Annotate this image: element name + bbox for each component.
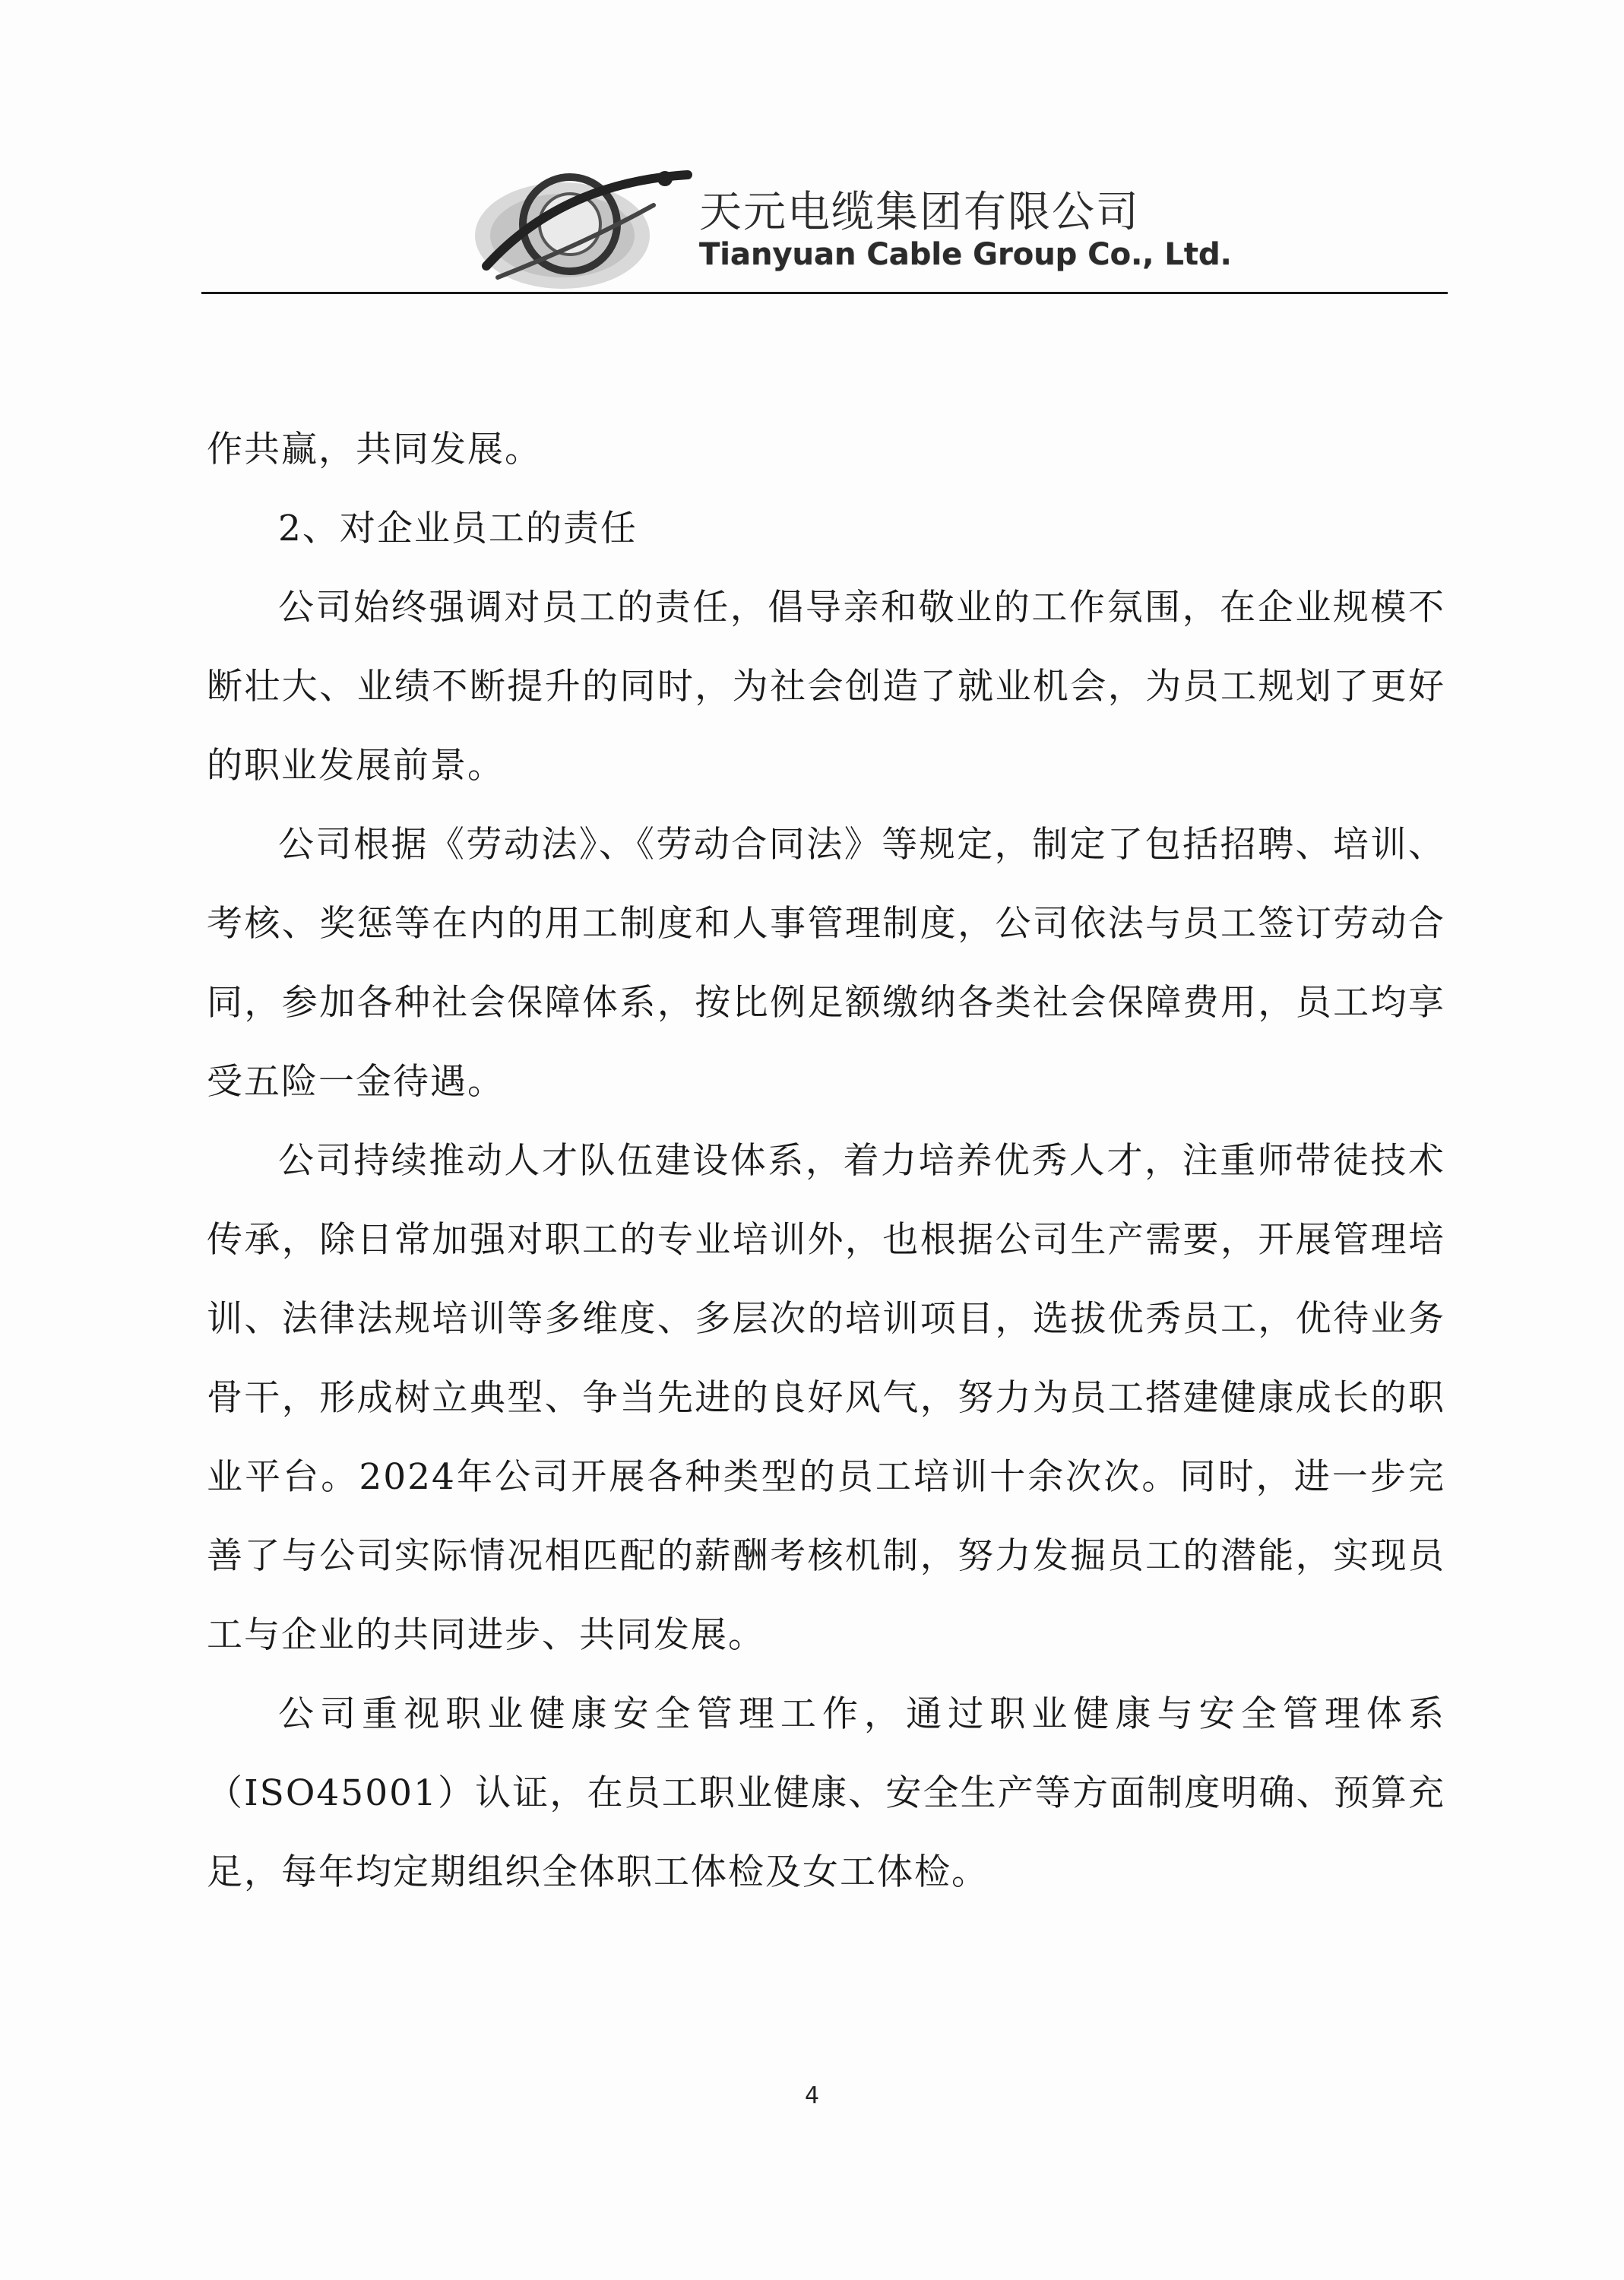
paragraph: 作共赢，共同发展。 xyxy=(207,429,542,470)
page-number: 4 xyxy=(804,2082,820,2109)
company-name-cn: 天元电缆集团有限公司 xyxy=(699,188,1140,237)
letterhead xyxy=(471,152,1232,296)
body-text xyxy=(207,410,1445,1912)
section-heading: 2、对企业员工的责任 xyxy=(278,508,638,549)
paragraph: 公司持续推动人才队伍建设体系，着力培养优秀人才，注重师带徒技术传承，除日常加强对职工的专业培训外，也根据公司生产需要，开展管理培训、法律法规培训等多维度、多层次的培训项目，选拔优秀员工，优待业务骨干，形成树立典型、争当先进的良好风气，努力为员工搭建健康成长的职业平台。2024年公司开展各种类型的员工培训十余次次。同时，进一步完善了与公司实际情况相匹配的薪酬考核机制，努力发掘员工的潜能，实现员工与企业的共同进步、共同发展。 xyxy=(207,1140,1445,1656)
paragraph: 公司重视职业健康安全管理工作，通过职业健康与安全管理体系（ISO45001）认证，在员工职业健康、安全生产等方面制度明确、预算充足，每年均定期组织全体职工体检及女工体检。 xyxy=(207,1693,1445,1893)
company-name-en: Tianyuan Cable Group Co., Ltd. xyxy=(699,237,1232,272)
globe-orbit-logo-icon xyxy=(471,152,699,296)
paragraph: 公司始终强调对员工的责任，倡导亲和敬业的工作氛围，在企业规模不断壮大、业绩不断提升的同时，为社会创造了就业机会，为员工规划了更好的职业发展前景。 xyxy=(207,587,1445,787)
paragraph: 公司根据《劳动法》、《劳动合同法》等规定，制定了包括招聘、培训、考核、奖惩等在内的用工制度和人事管理制度，公司依法与员工签订劳动合同，参加各种社会保障体系，按比例足额缴纳各类社会保障费用，员工均享受五险一金待遇。 xyxy=(207,824,1445,1103)
header-divider xyxy=(201,292,1448,294)
